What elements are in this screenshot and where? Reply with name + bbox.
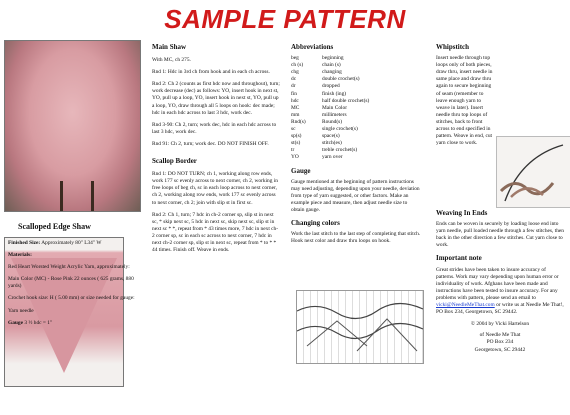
changing-colors-heading: Changing colors — [291, 219, 340, 228]
abbreviation-code: MC — [291, 104, 300, 111]
company-name: of Needle Me That — [479, 332, 521, 339]
hook-text: Crochet hook size: H ( 5.00 mm) or size needed for gauge: — [8, 295, 135, 302]
abbreviation-meaning: changing — [322, 69, 342, 76]
abbreviation-code: ch (s) — [291, 62, 304, 69]
main-shaw-p1: With MC, ch 275. — [152, 57, 191, 64]
shawl-on-chair-photo — [4, 40, 141, 212]
abbreviation-meaning: treble crochet(s) — [322, 147, 358, 154]
photo-caption: Scalloped Edge Shaw — [18, 222, 91, 231]
important-text: Great strides have been taken to insure accuracy of patterns. Work may vary depending upon human error or individuality of work. Afghans have been made and instructions have been tested to insure accuracy. For any problems with pattern, please send an email to vicki@NeedleMeThat.com or write us at Needle Me That!, PO Box 234, Georgetown, SC 29442. — [436, 266, 564, 316]
abbreviation-meaning: dropped — [322, 83, 340, 90]
abbreviation-code: st(s) — [291, 140, 301, 147]
abbreviation-meaning: stitch(es) — [322, 140, 342, 147]
abbreviation-list — [291, 55, 421, 161]
whipstitch-diagram — [496, 136, 570, 208]
abbreviations-heading: Abbreviations — [291, 43, 334, 51]
abbreviation-code: dc — [291, 76, 297, 83]
main-shaw-p3: Rnd 2: Ch 2 (counts as first hdc now and throughout), turn; work decrease (dec) as follows: YO, insert hook in next st, YO, pull up a loop, YO, insert hook in next st, YO, pull up a loop, YO, draw through all 5 loops on hook: dec made; hdc in each hdc across to last 3 hdc, work dec. — [152, 81, 280, 116]
abbreviation-code: beg — [291, 55, 299, 62]
main-shaw-heading: Main Shaw — [152, 43, 187, 51]
main-shaw-p4: Rnd 3-90: Ch 2, turn; work dec, hdc in each hdc across to last 3 hdc, work dec. — [152, 121, 277, 135]
needle-text: Yarn needle — [8, 307, 34, 314]
abbreviation-meaning: yarn over — [322, 154, 343, 161]
abbreviation-meaning: space(s) — [322, 133, 340, 140]
weaving-heading: Weaving In Ends — [436, 209, 488, 217]
yarn-text: Red Heart Worsted Weight Acrylic Yarn, approximately: — [8, 264, 130, 271]
gauge-heading: Gauge — [291, 166, 311, 175]
crochet-stitch-diagram — [296, 290, 424, 364]
abbreviation-meaning: finish (ing) — [322, 90, 347, 97]
main-color-text: Main Color (MC) - Rose Pink 22 ounces ( 625 grams, 880 yards) — [8, 276, 134, 290]
po-box: PO Box 234 — [486, 339, 514, 346]
weaving-section — [436, 210, 564, 354]
abbreviation-code: tr — [291, 147, 295, 154]
abbreviation-meaning: beginning — [322, 55, 344, 62]
main-shaw-section — [152, 44, 280, 259]
scallop-heading: Scallop Border — [152, 157, 197, 166]
page-title: SAMPLE PATTERN — [164, 4, 406, 34]
email-link[interactable]: vicki@NeedleMeThat.com — [436, 302, 495, 309]
abbreviation-code: Rnd(s) — [291, 118, 306, 125]
abbreviation-code: hdc — [291, 97, 299, 104]
gauge-label: Gauge — [8, 319, 23, 326]
important-heading: Important note — [436, 254, 482, 263]
gauge-text: Gauge mentioned at the beginning of pattern instructions may need adjusting, depending upon your needle, deviation from type of yarn suggested, or other factors. Make an example piece and measure, then adjust needle size to obtain gauge. — [291, 178, 420, 213]
abbreviation-code: sp(s) — [291, 133, 302, 140]
weaving-text: Ends can be woven in securely by loading loose end into yarn needle, pull loaded needle through a few stitches, then back in the other direction a few stitches. Cut yarn close to work. — [436, 221, 564, 249]
abbreviation-code: dr — [291, 83, 296, 90]
city: Georgetown, SC 29442 — [474, 346, 526, 353]
main-shaw-p5: Rnd 91: Ch 2, turn; work dec. DO NOT FINISH OFF. — [152, 140, 269, 147]
whipstitch-text: Insert needle through top loops only of both pieces, draw thru, insert needle in same place and draw thru again to secure beginning of seam (remember to leave enough yarn to weave in later). Insert needle thru top loops of stitches, back to front across to end specified in pattern. Weave in end, cut yarn close to work. — [436, 55, 493, 147]
scallop-p1: Rnd 1: DO NOT TURN; ch 1, working along row ends, work 177 sc evenly across to next corner, ch 2, working in free loops of beg ch, sc in each loop across to next corner, ch 2, working along row ends, work 177 sc evenly across to next corner, ch 2; join with slip st in first sc. — [152, 171, 278, 206]
scallop-p2: Rnd 2: Ch 1, turn; 7 hdc in ch-2 corner sp, slip st in next sc, * skip next sc, 5 hdc in next sc, skip next sc, slip st in next sc * *, repeat from * 43 times more, 7 hdc in next ch-2 corner sp, sc in each sc across to next corner, 7 hdc in next ch-2 corner sp, slip st in next sc, repeat from * to * * 44 times. Finish off. Weave in ends. — [152, 211, 279, 254]
changing-colors-text: Work the last stitch to the last step of completing that stitch. Hook next color and draw thru loops on hook. — [291, 231, 421, 245]
materials-column — [8, 240, 138, 332]
abbreviation-meaning: half double crochet(s) — [322, 97, 370, 104]
whipstitch-heading: Whipstitch — [436, 43, 470, 51]
abbreviation-meaning: chain (s) — [322, 62, 341, 69]
abbreviation-code: fin — [291, 90, 297, 97]
abbreviation-code: chg — [291, 69, 299, 76]
abbreviation-meaning: double crochet(s) — [322, 76, 360, 83]
materials-label: Materials: — [8, 252, 32, 259]
abbreviation-meaning: millimeters — [322, 111, 347, 118]
copyright-block — [436, 321, 564, 353]
abbreviation-code: YO — [291, 154, 299, 161]
copyright: © 2004 by Vicki Hartelson — [470, 321, 530, 328]
main-shaw-p2: Rnd 1: Hdc in 3rd ch from hook and in each ch across. — [152, 69, 270, 76]
gauge-value: 3 ½ hdc = 1" — [24, 319, 53, 326]
abbreviation-code: mm — [291, 111, 300, 118]
abbreviation-code: sc — [291, 126, 296, 133]
abbreviations-section — [291, 44, 421, 250]
abbreviation-meaning: Main Color — [322, 104, 348, 111]
abbreviation-meaning: Round(s) — [322, 118, 343, 125]
finished-size: Approximately 80" L34" W — [41, 240, 102, 246]
abbreviation-meaning: single crochet(s) — [322, 126, 358, 133]
finished-size-label: Finished Size: — [8, 240, 41, 246]
